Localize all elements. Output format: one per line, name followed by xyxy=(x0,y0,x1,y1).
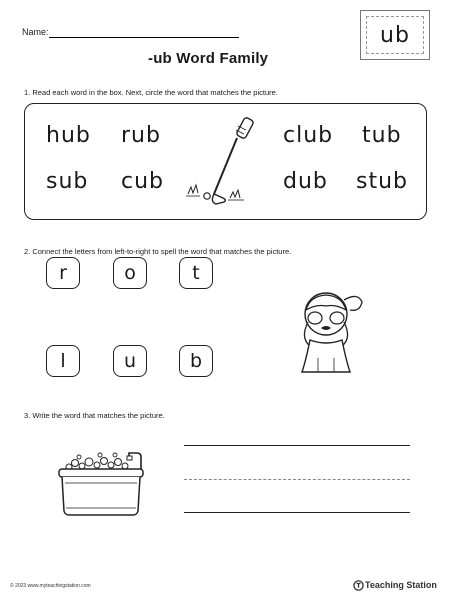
golf-club-icon xyxy=(180,114,260,214)
letter-tile[interactable]: t xyxy=(179,257,213,289)
stamp-label: ub xyxy=(366,16,424,54)
letter-tile[interactable]: l xyxy=(46,345,80,377)
section3-instruction: 3. Write the word that matches the picture. xyxy=(24,411,165,420)
word-option[interactable]: sub xyxy=(46,169,89,194)
word-option[interactable]: rub xyxy=(121,123,161,148)
writing-line-bottom[interactable] xyxy=(184,512,410,513)
brand-name: Teaching Station xyxy=(365,580,437,590)
letter-tile[interactable]: r xyxy=(46,257,80,289)
copyright-text: © 2023 www.myteachingstation.com xyxy=(10,583,91,589)
word-option[interactable]: cub xyxy=(121,169,165,194)
word-option[interactable]: tub xyxy=(362,123,402,148)
section2-instruction: 2. Connect the letters from left-to-right to spell the word that matches the picture. xyxy=(24,247,292,256)
word-option[interactable]: hub xyxy=(46,123,91,148)
word-option[interactable]: club xyxy=(283,123,334,148)
section1-instruction: 1. Read each word in the box. Next, circle the word that matches the picture. xyxy=(24,88,278,97)
name-write-line[interactable] xyxy=(49,37,239,38)
teaching-station-logo-icon xyxy=(353,580,364,591)
word-option[interactable]: dub xyxy=(283,169,328,194)
word-option[interactable]: stub xyxy=(356,169,408,194)
name-label: Name: xyxy=(22,27,49,37)
writing-line-top[interactable] xyxy=(184,445,410,446)
bathtub-icon xyxy=(55,451,155,521)
writing-line-middle[interactable] xyxy=(184,479,410,480)
worksheet-title: -ub Word Family xyxy=(148,50,269,67)
word-family-stamp xyxy=(360,10,430,60)
crying-girl-icon xyxy=(288,288,370,378)
letter-tile[interactable]: b xyxy=(179,345,213,377)
letter-tile[interactable]: o xyxy=(113,257,147,289)
letter-tile[interactable]: u xyxy=(113,345,147,377)
